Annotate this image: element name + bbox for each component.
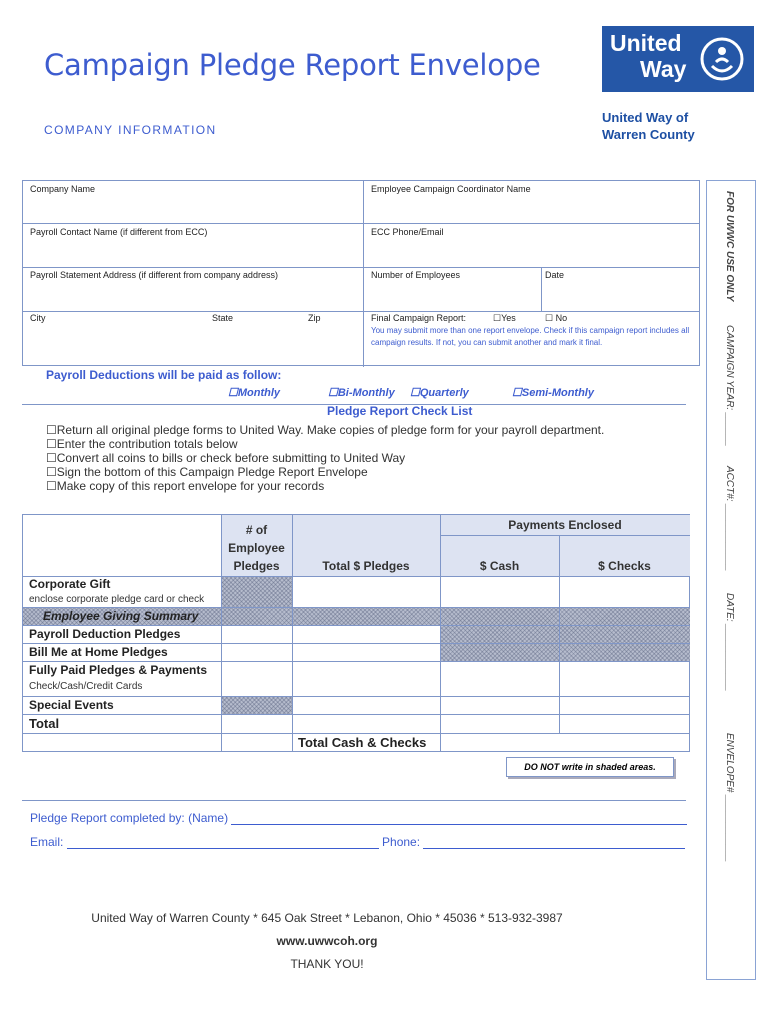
divider: [23, 311, 699, 312]
footer-thanks: THANK YOU!: [290, 957, 364, 971]
divider: [23, 625, 690, 626]
payroll-address-field[interactable]: Payroll Statement Address (if different from company address): [30, 270, 278, 280]
col-header-cash: $ Cash: [479, 559, 520, 573]
row-special-events: Special Events: [29, 698, 114, 712]
final-yes-checkbox[interactable]: ☐Yes: [493, 313, 516, 323]
row-corporate-gift: Corporate Gift: [29, 577, 111, 591]
divider: [23, 696, 690, 697]
page-title: Campaign Pledge Report Envelope: [44, 48, 541, 82]
divider: [440, 535, 690, 536]
checklist-item[interactable]: ☐Make copy of this report envelope for your records: [46, 479, 325, 493]
col-header-checks: $ Checks: [598, 559, 651, 573]
email-field[interactable]: [30, 835, 685, 849]
company-name-field[interactable]: Company Name: [30, 184, 96, 194]
sidebar-campaign-year[interactable]: CAMPAIGN YEAR: ______: [724, 325, 735, 447]
completed-by-line[interactable]: [231, 813, 687, 825]
divider: [363, 181, 364, 367]
divider: [23, 223, 699, 224]
col-header-employee: # of: [245, 523, 268, 537]
divider: [440, 515, 441, 751]
row-payroll-pledges: Payroll Deduction Pledges: [29, 627, 181, 641]
row-corporate-gift-sub: enclose corporate pledge card or check: [29, 594, 205, 605]
footer-website[interactable]: www.uwwcoh.org: [276, 934, 378, 948]
divider: [292, 515, 293, 751]
org-name-line2: Warren County: [602, 127, 695, 142]
sidebar-date[interactable]: DATE: ____________: [724, 593, 735, 692]
bimonthly-checkbox[interactable]: ☐Bi-Monthly: [328, 387, 395, 399]
final-report-label: Final Campaign Report:: [371, 313, 467, 323]
logo-text-united: United: [610, 30, 682, 56]
row-fully-paid: Fully Paid Pledges & Payments: [29, 663, 208, 677]
divider: [23, 576, 690, 577]
uwwc-use-only-sidebar: [706, 180, 756, 980]
row-total-cash-checks: Total Cash & Checks: [298, 735, 427, 750]
payroll-contact-field[interactable]: Payroll Contact Name (if different from ECC): [30, 227, 208, 237]
divider: [23, 714, 690, 715]
col-header-employee: Pledges: [233, 559, 280, 573]
section-heading: COMPANY INFORMATION: [44, 123, 217, 137]
united-way-logo: [602, 26, 754, 92]
divider: [23, 607, 690, 608]
sidebar-acct[interactable]: ACCT#: ____________: [724, 466, 735, 572]
final-no-checkbox[interactable]: ☐ No: [545, 313, 568, 323]
checklist-item[interactable]: ☐Convert all coins to bills or check before submitting to United Way: [46, 451, 406, 465]
footer-address: United Way of Warren County * 645 Oak Street * Lebanon, Ohio * 45036 * 513-932-3987: [91, 911, 563, 925]
checklist-item[interactable]: ☐Sign the bottom of this Campaign Pledge Report Envelope: [46, 465, 368, 479]
zip-field[interactable]: Zip: [308, 313, 321, 323]
checklist-title: Pledge Report Check List: [327, 404, 473, 418]
shaded-area: [221, 696, 292, 714]
date-field[interactable]: Date: [545, 270, 565, 280]
col-header-payments: Payments Enclosed: [508, 518, 622, 532]
completed-by-field[interactable]: [30, 811, 687, 825]
final-report-note: You may submit more than one report envelope. Check if this campaign report includes all campaign results. If not, you can submit another and mark it final.: [371, 326, 690, 347]
completed-by-label: Pledge Report completed by: (Name): [30, 811, 229, 825]
divider: [23, 267, 699, 268]
ecc-phone-field[interactable]: ECC Phone/Email: [371, 227, 444, 237]
divider: [22, 800, 686, 801]
city-field[interactable]: City: [30, 313, 46, 323]
email-line[interactable]: [67, 837, 379, 849]
row-bill-me: Bill Me at Home Pledges: [29, 645, 168, 659]
org-name-line1: United Way of: [602, 110, 689, 125]
company-info-box: [22, 180, 700, 366]
ecc-name-field[interactable]: Employee Campaign Coordinator Name: [371, 184, 531, 194]
payments-table: [22, 514, 690, 752]
divider: [23, 643, 690, 644]
row-total: Total: [29, 716, 60, 731]
checklist-item[interactable]: ☐Return all original pledge forms to United Way. Make copies of pledge form for your payroll department.: [46, 423, 605, 437]
do-not-write-note: DO NOT write in shaded areas.: [506, 757, 674, 777]
logo-text-way: Way: [640, 56, 687, 82]
monthly-checkbox[interactable]: ☐Monthly: [228, 387, 281, 399]
semimonthly-checkbox[interactable]: ☐Semi-Monthly: [512, 387, 594, 399]
col-header-employee: Employee: [228, 541, 285, 555]
phone-line[interactable]: [423, 837, 685, 849]
email-label: Email:: [30, 835, 64, 849]
divider: [541, 267, 542, 311]
sidebar-envelope[interactable]: ENVELOPE# ____________: [724, 733, 735, 862]
num-employees-field[interactable]: Number of Employees: [371, 270, 461, 280]
divider: [23, 661, 690, 662]
row-giving-summary: Employee Giving Summary: [43, 609, 199, 623]
united-way-hand-icon: [698, 36, 746, 82]
quarterly-checkbox[interactable]: ☐Quarterly: [410, 387, 469, 399]
deductions-heading: Payroll Deductions will be paid as follow:: [46, 368, 282, 382]
divider: [23, 733, 690, 734]
col-header-total-pledges: Total $ Pledges: [322, 559, 410, 573]
checklist-item[interactable]: ☐Enter the contribution totals below: [46, 437, 238, 451]
row-fully-paid-sub: Check/Cash/Credit Cards: [29, 681, 143, 692]
shaded-area: [221, 576, 292, 607]
sidebar-use-only: FOR UWWC USE ONLY: [724, 191, 735, 302]
state-field[interactable]: State: [212, 313, 234, 323]
phone-label: Phone:: [382, 835, 421, 849]
